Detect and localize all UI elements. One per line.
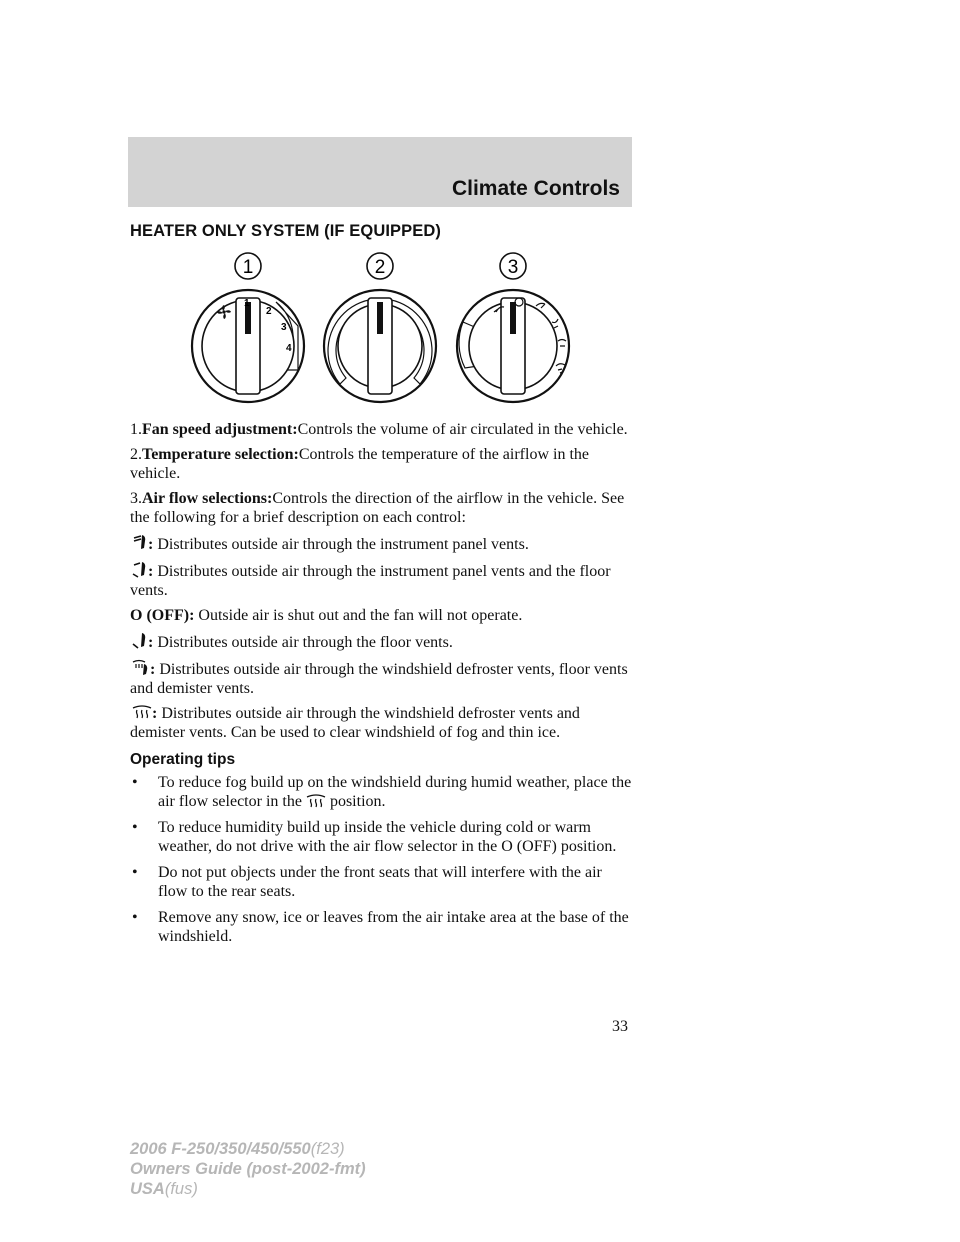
bullet: •	[132, 819, 138, 836]
panel-floor-vent-icon	[132, 560, 148, 578]
fan-speed-1: 1	[244, 298, 250, 309]
tip-item-4: • Remove any snow, ice or leaves from the air intake area at the base of the windshield.	[132, 909, 629, 945]
callout-1	[235, 253, 261, 279]
heater-controls-figure	[180, 246, 580, 416]
air-flow-knob	[457, 290, 569, 402]
floor-defrost-icon	[132, 658, 150, 676]
panel-vent-icon	[132, 533, 148, 551]
mode-defrost: : Distributes outside air through the windshield defroster vents and demister vents. Can be used to clear windshield of fog and thin ice.	[130, 705, 580, 741]
fan-speed-4: 4	[286, 343, 292, 354]
footer-region-line: USA(fus)	[130, 1180, 198, 1198]
footer-model-line: 2006 F-250/350/450/550(f23)	[130, 1140, 345, 1158]
page-number: 33	[612, 1018, 628, 1035]
callout-1-label: 1	[242, 257, 254, 278]
mode-panel-floor: : Distributes outside air through the instrument panel vents and the floor vents.	[130, 560, 635, 600]
fan-speed-3: 3	[281, 322, 287, 333]
section-title: Climate Controls	[451, 177, 620, 200]
defrost-icon	[306, 793, 326, 809]
temperature-knob	[324, 290, 436, 402]
bullet: •	[132, 774, 138, 791]
mode-floor: : Distributes outside air through the floor vents.	[130, 631, 635, 652]
callout-3-label: 3	[507, 257, 519, 278]
control-item-3: 3.Air flow selections:Controls the direction of the airflow in the vehicle. See the following for a brief description on each control:	[130, 490, 625, 526]
floor-vent-icon	[132, 631, 148, 649]
content	[130, 420, 635, 953]
callout-3	[500, 253, 526, 279]
operating-tips-heading: Operating tips	[130, 751, 236, 768]
footer	[130, 1139, 366, 1199]
bullet: •	[132, 864, 138, 881]
defrost-icon	[132, 704, 152, 720]
mode-off: O (OFF): Outside air is shut out and the fan will not operate.	[130, 607, 523, 624]
tip-item-1: • To reduce fog build up on the windshield during humid weather, place the air flow selector in the position.	[132, 774, 632, 810]
tip-item-3: • Do not put objects under the front seats that will interfere with the air flow to the rear seats.	[132, 864, 602, 900]
fan-speed-2: 2	[266, 306, 272, 317]
footer-guide-line: Owners Guide (post-2002-fmt)	[130, 1160, 366, 1178]
callout-2-label: 2	[374, 257, 386, 278]
mode-panel: : Distributes outside air through the instrument panel vents.	[130, 533, 635, 554]
header-band	[128, 137, 632, 207]
mode-floor-defrost: : Distributes outside air through the windshield defroster vents, floor vents and demister vents.	[130, 658, 635, 698]
bullet: •	[132, 909, 138, 926]
tip-item-2: • To reduce humidity build up inside the vehicle during cold or warm weather, do not drive with the air flow selector in the O (OFF) position.	[132, 819, 617, 855]
page-heading: HEATER ONLY SYSTEM (IF EQUIPPED)	[130, 222, 441, 240]
fan-speed-knob	[192, 290, 304, 402]
callout-2	[367, 253, 393, 279]
control-item-1: 1.Fan speed adjustment:Controls the volume of air circulated in the vehicle.	[130, 421, 628, 438]
control-item-2: 2.Temperature selection:Controls the temperature of the airflow in the vehicle.	[130, 446, 589, 482]
